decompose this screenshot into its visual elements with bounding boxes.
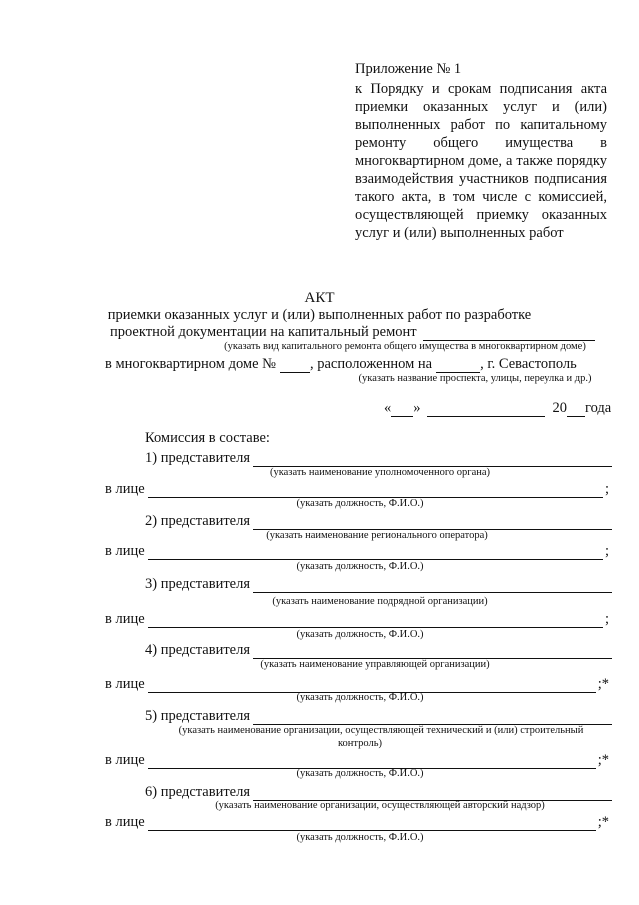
- rep5-org-hint-line1: (указать наименование организации, осуществляющей технический и (или) строительный: [178, 725, 584, 736]
- rep4-person-row: [105, 676, 609, 693]
- rep6-label: 6) представителя: [145, 784, 251, 800]
- rep2-person-field[interactable]: [148, 546, 603, 560]
- rep3-row: [145, 576, 612, 593]
- appendix-block: [355, 60, 607, 242]
- date-year-prefix: 20: [552, 400, 567, 416]
- rep5-org-hint-line2: контроль): [337, 738, 383, 749]
- date-year-suffix: года: [585, 400, 612, 416]
- rep5-person-field[interactable]: [148, 755, 596, 769]
- rep1-person-field[interactable]: [148, 484, 603, 498]
- rep3-person-hint: (указать должность, Ф.И.О.): [296, 629, 424, 640]
- date-month-field[interactable]: [427, 403, 545, 417]
- rep4-org-field[interactable]: [253, 645, 612, 659]
- rep5-row: [145, 708, 612, 725]
- appendix-title: Приложение № 1: [355, 61, 462, 77]
- address-row: [105, 356, 577, 373]
- rep3-org-hint: (указать наименование подрядной организации): [272, 596, 488, 607]
- rep1-org-field[interactable]: [253, 453, 612, 467]
- rep2-person-row: [105, 543, 609, 560]
- rep3-label: 3) представителя: [145, 576, 251, 592]
- date-close-quote: »: [413, 400, 421, 416]
- repair-type-field[interactable]: [423, 327, 595, 341]
- date-open-quote: «: [384, 400, 392, 416]
- rep3-person-field[interactable]: [148, 614, 603, 628]
- rep6-person-field[interactable]: [148, 817, 596, 831]
- rep3-person-row: [105, 611, 609, 628]
- rep6-person-label: в лице: [105, 814, 145, 830]
- date-day-field[interactable]: [391, 403, 413, 417]
- rep3-end-mark: ;: [604, 611, 609, 627]
- rep1-person-label: в лице: [105, 481, 145, 497]
- rep4-row: [145, 642, 612, 659]
- rep4-person-label: в лице: [105, 676, 145, 692]
- address-label-1: в многоквартирном доме №: [105, 356, 276, 372]
- rep2-label: 2) представителя: [145, 513, 251, 529]
- rep3-org-field[interactable]: [253, 579, 612, 593]
- act-subtitle-line2: проектной документации на капитальный ремонт: [110, 324, 417, 340]
- rep4-person-field[interactable]: [148, 679, 596, 693]
- rep5-label: 5) представителя: [145, 708, 251, 724]
- rep6-org-hint: (указать наименование организации, осуществляющей авторский надзор): [215, 800, 545, 811]
- rep1-person-hint: (указать должность, Ф.И.О.): [296, 498, 424, 509]
- date-row: [384, 400, 611, 417]
- rep5-end-mark: ;*: [597, 752, 609, 768]
- address-label-3: , г. Севастополь: [480, 356, 577, 372]
- rep2-row: [145, 513, 612, 530]
- rep4-label: 4) представителя: [145, 642, 251, 658]
- rep3-person-label: в лице: [105, 611, 145, 627]
- rep1-label: 1) представителя: [145, 450, 251, 466]
- rep5-person-hint: (указать должность, Ф.И.О.): [296, 768, 424, 779]
- street-field[interactable]: [436, 359, 480, 373]
- rep2-person-hint: (указать должность, Ф.И.О.): [296, 561, 424, 572]
- rep1-row: [145, 450, 612, 467]
- rep2-org-field[interactable]: [253, 516, 612, 530]
- rep1-end-mark: ;: [604, 481, 609, 497]
- rep5-org-field[interactable]: [253, 711, 612, 725]
- house-number-field[interactable]: [280, 359, 310, 373]
- address-hint: (указать название проспекта, улицы, переулка и др.): [358, 373, 592, 384]
- rep6-person-row: [105, 814, 609, 831]
- repair-type-hint: (указать вид капитального ремонта общего имущества в многоквартирном доме): [224, 341, 586, 352]
- act-title: АКТ: [304, 290, 335, 306]
- rep6-end-mark: ;*: [597, 814, 609, 830]
- appendix-text: к Порядку и срокам подписания акта приемки оказанных услуг и (или) выполненных работ по капитальному ремонту общего имущества в многоквартирном доме, а также порядку взаимодействия участников подписания такого акта, в том числе с комиссией, осуществляющей приемку оказанных услуг и (или) выполненных работ: [355, 81, 607, 241]
- rep2-end-mark: ;: [604, 543, 609, 559]
- rep4-end-mark: ;*: [597, 676, 609, 692]
- act-subtitle-line2-row: [110, 324, 595, 341]
- address-label-2: , расположенном на: [310, 356, 433, 372]
- rep5-person-row: [105, 752, 609, 769]
- date-year-field[interactable]: [567, 403, 585, 417]
- rep6-row: [145, 784, 612, 801]
- rep1-person-row: [105, 481, 609, 498]
- rep6-org-field[interactable]: [253, 787, 612, 801]
- rep4-person-hint: (указать должность, Ф.И.О.): [296, 692, 424, 703]
- rep6-person-hint: (указать должность, Ф.И.О.): [296, 832, 424, 843]
- rep2-person-label: в лице: [105, 543, 145, 559]
- rep2-org-hint: (указать наименование регионального оператора): [266, 530, 488, 541]
- rep5-person-label: в лице: [105, 752, 145, 768]
- rep1-org-hint: (указать наименование уполномоченного органа): [269, 467, 491, 478]
- commission-heading: Комиссия в составе:: [145, 430, 270, 446]
- rep4-org-hint: (указать наименование управляющей организации): [260, 659, 490, 670]
- act-subtitle-line1: приемки оказанных услуг и (или) выполненных работ по разработке: [107, 307, 532, 323]
